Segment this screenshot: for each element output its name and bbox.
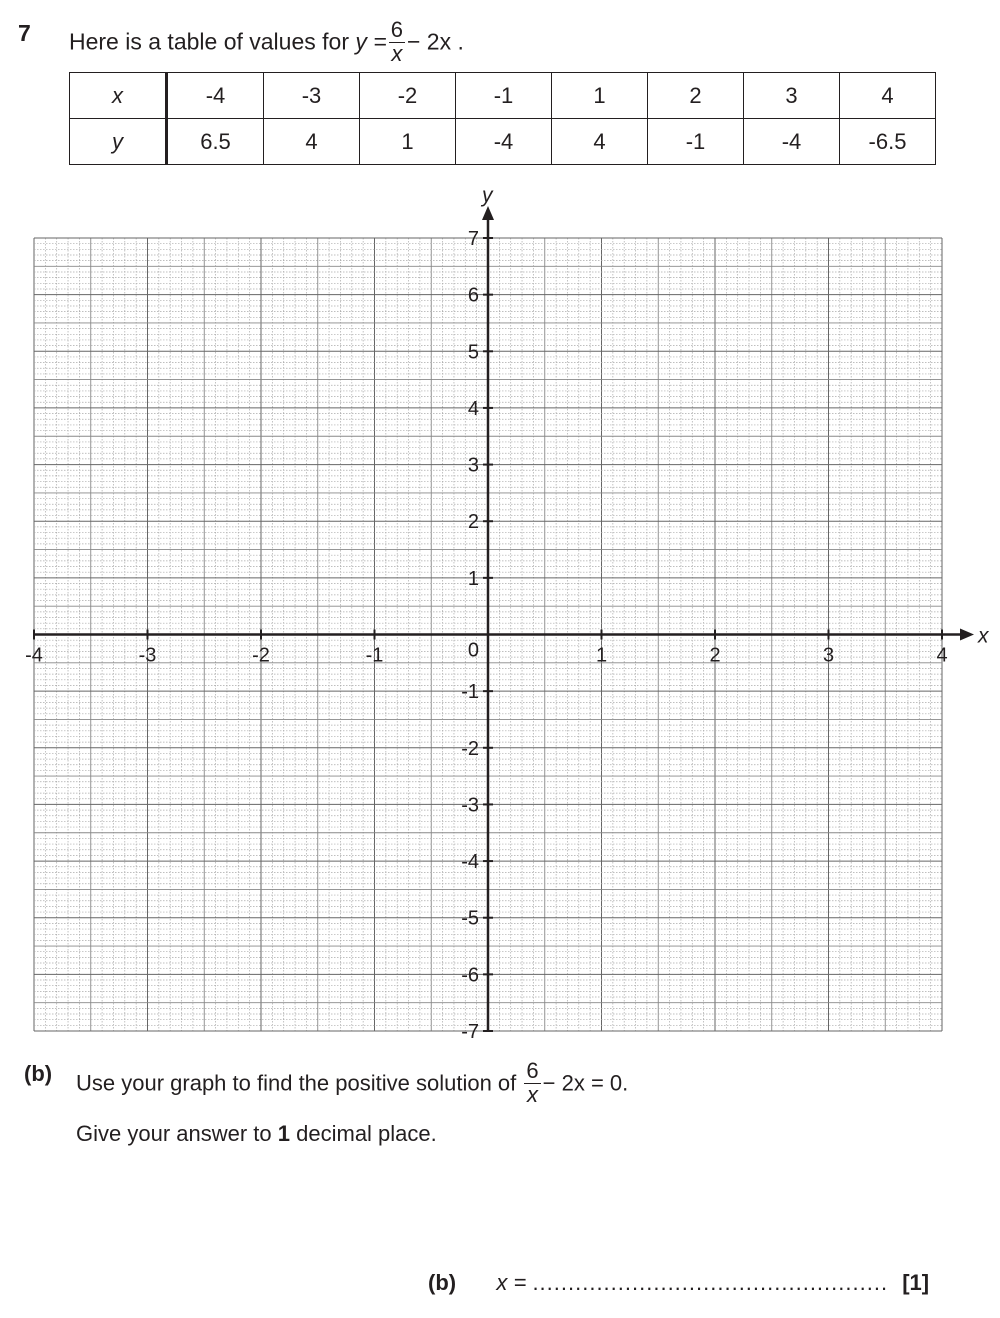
x-tick-label: 1 [595,644,608,667]
equation-fraction [389,18,405,65]
question-text [69,17,464,67]
table-cell: 4 [840,73,936,119]
x-tick-label: -3 [138,644,157,667]
instruction-bold: 1 [277,1121,291,1146]
y-tick-label: 2 [467,511,479,534]
x-tick-label: -2 [252,644,270,667]
table-header-x: x [70,73,167,119]
y-tick-label: -3 [461,794,479,817]
x-tick-label: 4 [936,644,948,667]
table-cell: -1 [456,73,552,119]
y-tick-label: 5 [467,341,479,364]
table-cell: 1 [552,73,648,119]
table-cell: 4 [264,119,360,165]
y-tick-label: 7 [467,228,479,250]
part-b-text: Use your graph to find the positive solution of [76,1070,517,1096]
instruction-post: decimal place. [296,1121,437,1146]
table-cell: -1 [648,119,744,165]
y-tick-label: -2 [461,737,479,760]
x-tick-label: -1 [365,644,384,667]
table-header-y: y [70,119,167,165]
part-b-question [76,1058,629,1108]
x-tick-label: 2 [709,644,721,667]
marks-badge: [1] [902,1270,930,1295]
y-tick-label: -1 [461,681,479,704]
y-tick-label: 6 [467,284,479,307]
answer-variable: x = [496,1270,527,1295]
table-cell: -3 [264,73,360,119]
instruction-pre: Give your answer to [76,1121,272,1146]
y-axis-label: y [482,184,493,207]
y-tick-label: -6 [461,964,479,987]
part-b-equation-rhs: − 2x = 0. [542,1070,629,1096]
origin-label: 0 [467,639,479,662]
part-b-label: (b) [24,1061,53,1086]
table-row-x [70,73,936,119]
table-cell: -4 [744,119,840,165]
part-b-fraction [524,1059,540,1106]
y-tick-label: -7 [461,1021,479,1043]
x-tick-label: -4 [25,644,43,667]
fraction-numerator: 6 [526,1058,539,1083]
y-tick-label: -4 [461,851,479,874]
question-intro: Here is a table of values for [69,28,349,55]
table-cell: 1 [360,119,456,165]
question-number: 7 [18,20,31,46]
x-axis-arrow [960,629,974,641]
table-cell: -6.5 [840,119,936,165]
table-cell: 4 [552,119,648,165]
y-axis-arrow [482,206,494,220]
table-cell: 3 [744,73,840,119]
answer-input[interactable]: .................................................. [532,1270,889,1295]
y-tick-label: 1 [467,567,479,590]
y-tick-label: -5 [461,907,479,930]
table-cell: -2 [360,73,456,119]
part-b-instruction [76,1121,437,1147]
y-tick-label: 4 [467,397,479,420]
fraction-denominator: x [527,1082,539,1107]
table-cell: -4 [167,73,264,119]
table-row-y [70,119,936,165]
table-cell: 6.5 [167,119,264,165]
fraction-denominator: x [391,41,403,66]
answer-line [428,1270,929,1296]
equation-rhs: − 2x . [406,28,464,55]
values-table [69,72,936,165]
table-cell: -4 [456,119,552,165]
x-tick-label: 3 [822,644,835,667]
table-cell: 2 [648,73,744,119]
answer-label: (b) [428,1270,457,1295]
x-axis-label: x [978,624,989,648]
graph-grid [0,180,1000,1050]
y-tick-label: 3 [467,454,479,477]
equation-lhs: y = [355,28,387,55]
fraction-numerator: 6 [390,17,403,42]
